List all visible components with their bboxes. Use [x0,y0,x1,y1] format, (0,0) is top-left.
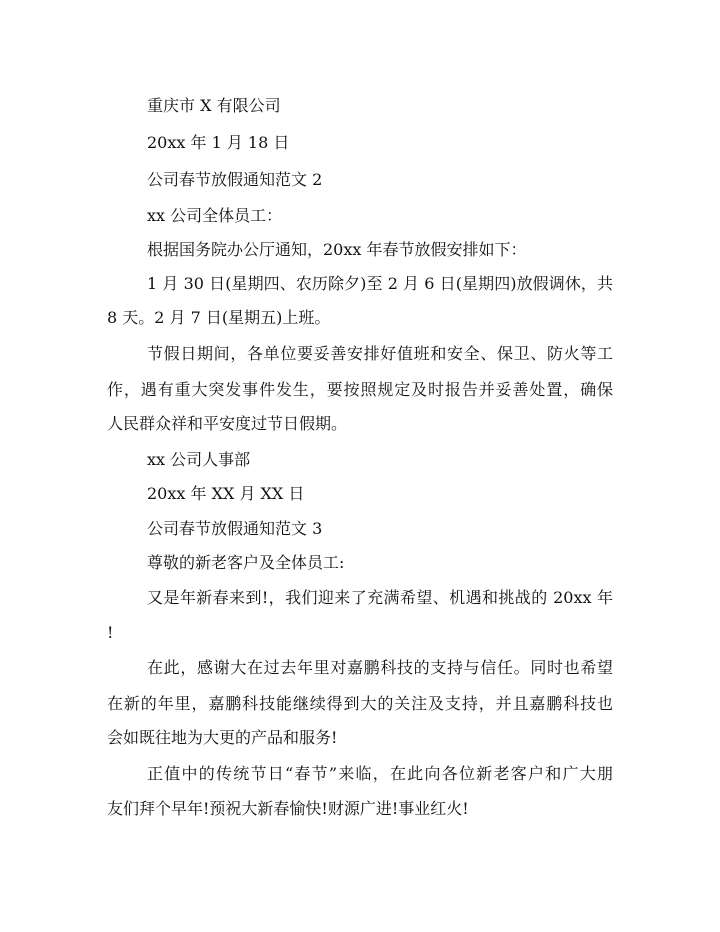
schedule-line-2: 8 天。2 月 7 日(星期五)上班。 [107,308,331,327]
thanks-line-2: 在新的年里，嘉鹏科技能继续得到大的关注及支持，并且嘉鹏科技也 [107,694,613,713]
intro-paragraph: 根据国务院办公厅通知，20xx 年春节放假安排如下： [147,240,527,259]
notice-title-3: 公司春节放假通知范文 3 [147,519,323,538]
signature-hr-dept: xx 公司人事部 [147,450,251,469]
notice-title-2: 公司春节放假通知范文 2 [147,170,323,189]
schedule-line-1: 1 月 30 日(星期四、农历除夕)至 2 月 6 日(星期四)放假调休，共 [147,274,613,293]
wish-line-2: 友们拜个早年!预祝大新春愉快!财源广进!事业红火! [107,799,469,818]
salutation-3: 尊敬的新老客户及全体员工: [147,553,345,572]
thanks-line-1: 在此，感谢大在过去年里对嘉鹏科技的支持与信任。同时也希望 [147,658,613,677]
duty-line-2: 作，遇有重大突发事件发生，要按照规定及时报告并妥善处置，确保 [107,380,613,399]
duty-line-1: 节假日期间，各单位要妥善安排好值班和安全、保卫、防火等工 [147,344,613,363]
wish-line-1: 正值中的传统节日“春节”来临，在此向各位新老客户和广大朋 [147,764,613,783]
duty-line-3: 人民群众祥和平安度过节日假期。 [107,414,348,433]
signature-date: 20xx 年 XX 月 XX 日 [147,484,305,503]
notice-date: 20xx 年 1 月 18 日 [147,133,290,152]
company-name: 重庆市 X 有限公司 [147,96,281,115]
greeting-line-1: 又是年新春来到!，我们迎来了充满希望、机遇和挑战的 20xx 年 [147,588,613,607]
thanks-line-3: 会如既往地为大更的产品和服务! [107,728,338,747]
salutation-2: xx 公司全体员工： [147,206,283,225]
greeting-line-2: ! [107,623,114,642]
